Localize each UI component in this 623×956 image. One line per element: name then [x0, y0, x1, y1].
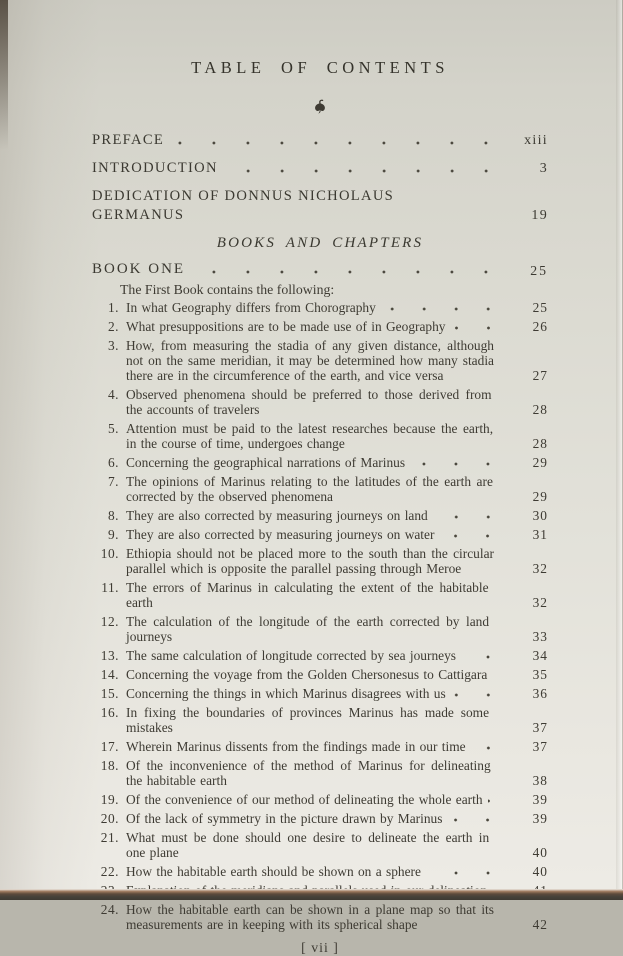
chapter-number: 20.: [100, 811, 119, 826]
chapter-list: [92, 300, 548, 932]
chapter-number: 2.: [107, 319, 119, 334]
chapter-entry: [92, 705, 548, 735]
chapter-entry: [92, 387, 548, 417]
dot-leader: [493, 211, 507, 225]
chapter-entry: [92, 474, 548, 504]
chapter-number: 7.: [107, 474, 119, 489]
chapter-entry: [92, 421, 548, 451]
dot-leader: [494, 723, 507, 735]
dot-leader: [223, 164, 507, 178]
chapter-title: Attention must be paid to the latest researches because the earth, in the course of time, undergoes change: [126, 421, 494, 451]
chapter-entry: [92, 319, 548, 334]
dot-leader: [499, 564, 507, 576]
chapter-entry: [92, 648, 548, 663]
toc-entry-page: 19: [531, 208, 548, 223]
dot-leader: [410, 458, 507, 470]
section-heading: BOOKS AND CHAPTERS: [216, 235, 424, 251]
book-one-page: 25: [530, 263, 548, 278]
chapter-page: 32: [532, 595, 548, 610]
chapter-entry: [92, 614, 548, 644]
chapter-entry: [92, 902, 548, 932]
chapter-number: 18.: [100, 758, 119, 773]
page-title: TABLE OF CONTENTS: [191, 58, 449, 77]
chapter-title: They are also corrected by measuring journeys on land: [126, 508, 428, 523]
chapter-page: 27: [532, 368, 548, 383]
toc-entry-label: DEDICATION OF DONNUS NICHOLAUS GERMANUS: [92, 188, 395, 223]
dot-leader: [494, 848, 507, 860]
chapter-entry: [92, 338, 548, 383]
chapter-number: 22.: [100, 864, 119, 879]
chapter-number: 19.: [100, 792, 119, 807]
chapter-entry: [92, 739, 548, 754]
chapter-number: 14.: [100, 667, 119, 682]
chapter-entry: [92, 830, 548, 860]
chapter-entry: [92, 580, 548, 610]
dot-leader: [451, 689, 507, 701]
chapter-page: 28: [532, 436, 548, 451]
chapter-page: 35: [532, 667, 548, 682]
dot-leader: [499, 371, 507, 383]
chapter-number: 13.: [100, 648, 119, 663]
dot-leader: [439, 530, 507, 542]
chapter-number: 24.: [100, 902, 119, 917]
dot-leader: [498, 439, 507, 451]
page-right-edge: [616, 0, 623, 889]
chapter-number: 21.: [100, 830, 119, 845]
dot-leader: [447, 814, 507, 826]
dot-leader: [426, 867, 507, 879]
dot-leader: [497, 405, 507, 417]
book-one-label: BOOK ONE: [92, 261, 186, 277]
gutter-shadow: [0, 0, 8, 150]
chapter-title: What presuppositions are to be made use of in Geography: [126, 319, 446, 334]
book-subtitle: The First Book contains the following:: [120, 282, 335, 297]
toc-entry: [92, 187, 548, 225]
chapter-entry: [92, 811, 548, 826]
chapter-entry: [92, 455, 548, 470]
folio-page-number: [ vii ]: [301, 940, 339, 955]
chapter-title: Concerning the geographical narrations of Marinus: [126, 455, 406, 470]
chapter-title: Concerning the voyage from the Golden Chersonesus to Cattigara: [126, 667, 488, 682]
chapter-number: 15.: [100, 686, 119, 701]
chapter-number: 11.: [101, 580, 119, 595]
toc-entry-page: 3: [539, 161, 548, 176]
chapter-title: Of the convenience of our method of delineating the whole earth: [126, 792, 483, 807]
chapter-title: Wherein Marinus dissents from the findings made in our time: [126, 739, 466, 754]
chapter-number: 5.: [107, 421, 119, 436]
chapter-title: Concerning the things in which Marinus disagrees with us: [126, 686, 446, 701]
chapter-title: Of the inconvenience of the method of Marinus for delineating the habitable earth: [126, 758, 491, 788]
chapter-page: 33: [532, 629, 548, 644]
chapter-page: 26: [532, 319, 548, 334]
dot-leader: [496, 776, 507, 788]
chapter-page: 40: [532, 845, 548, 860]
chapter-entry: [92, 792, 548, 807]
chapter-number: 6.: [107, 455, 119, 470]
chapter-page: 29: [532, 455, 548, 470]
book-binding-edge: [0, 889, 623, 900]
chapter-number: 9.: [107, 527, 119, 542]
chapter-page: 37: [532, 739, 548, 754]
chapter-page: 29: [532, 489, 548, 504]
toc-entry: [92, 131, 548, 150]
chapter-number: 4.: [107, 387, 119, 402]
chapter-title: The errors of Marinus in calculating the extent of the habitable earth: [126, 580, 489, 610]
chapter-title: Observed phenomena should be preferred to those derived from the accounts of travelers: [126, 387, 492, 417]
chapter-page: 34: [532, 648, 548, 663]
chapter-entry: [92, 300, 548, 315]
dot-leader: [169, 136, 507, 150]
chapter-page: 28: [532, 402, 548, 417]
chapter-entry: [92, 546, 548, 576]
dot-leader: [381, 303, 507, 315]
front-matter-list: [92, 131, 548, 225]
chapter-title: What must be done should one desire to delineate the earth in one plane: [126, 830, 490, 860]
chapter-title: How the habitable earth should be shown on a sphere: [126, 864, 421, 879]
chapter-title: The calculation of the longitude of the earth corrected by land journeys: [126, 614, 490, 644]
chapter-entry: [92, 527, 548, 542]
toc-content: [92, 0, 548, 956]
chapter-title: The same calculation of longitude corrected by sea journeys: [126, 648, 456, 663]
dot-leader: [451, 322, 507, 334]
chapter-number: 16.: [100, 705, 119, 720]
toc-entry-page: xiii: [524, 133, 548, 148]
toc-entry-label: PREFACE: [92, 132, 165, 148]
chapter-entry: [92, 686, 548, 701]
chapter-page: 25: [532, 300, 548, 315]
chapter-number: 17.: [100, 739, 119, 754]
chapter-title: In fixing the boundaries of provinces Marinus has made some mistakes: [126, 705, 490, 735]
chapter-number: 8.: [107, 508, 119, 523]
chapter-page: 39: [532, 792, 548, 807]
chapter-number: 12.: [100, 614, 119, 629]
chapter-title: How the habitable earth can be shown in a plane map so that its measurements are in keeping with its spherical shape: [126, 902, 494, 932]
dot-leader: [190, 265, 507, 279]
chapter-page: 32: [532, 561, 548, 576]
chapter-page: 36: [532, 686, 548, 701]
chapter-title: They are also corrected by measuring journeys on water: [126, 527, 435, 542]
chapter-number: 3.: [107, 338, 119, 353]
chapter-title: Of the lack of symmetry in the picture drawn by Marinus: [126, 811, 443, 826]
chapter-number: 1.: [107, 300, 119, 315]
dot-leader: [433, 511, 507, 523]
dot-leader: [499, 920, 507, 932]
chapter-page: 40: [532, 864, 548, 879]
chapter-title: In what Geography differs from Chorography: [126, 300, 376, 315]
dot-leader: [492, 670, 507, 682]
dot-leader: [488, 795, 507, 807]
chapter-entry: [92, 667, 548, 682]
hedera-ornament-icon: [313, 102, 327, 119]
chapter-number: 10.: [100, 546, 119, 561]
chapter-entry: [92, 508, 548, 523]
chapter-page: 37: [532, 720, 548, 735]
book-one-entry: [92, 260, 548, 279]
chapter-page: 38: [532, 773, 548, 788]
dot-leader: [494, 598, 507, 610]
toc-entry-label: INTRODUCTION: [92, 160, 218, 176]
chapter-title: Ethiopia should not be placed more to the south than the circular parallel which is opposite the parallel passing through Meroe: [126, 546, 494, 576]
toc-entry: [92, 159, 548, 178]
dot-leader: [461, 651, 507, 663]
dot-leader: [498, 492, 507, 504]
ornament-row: [92, 99, 548, 115]
chapter-page: 42: [532, 917, 548, 932]
dot-leader: [494, 632, 507, 644]
chapter-page: 39: [532, 811, 548, 826]
chapter-page: 30: [532, 508, 548, 523]
chapter-title: How, from measuring the stadia of any given distance, although not on the same meridian, it may be determined how many stadia there are in the circumference of the earth, and vice versa: [126, 338, 494, 383]
chapter-entry: [92, 758, 548, 788]
chapter-entry: [92, 864, 548, 879]
dot-leader: [471, 742, 507, 754]
chapter-title: The opinions of Marinus relating to the latitudes of the earth are corrected by the observed phenomena: [126, 474, 493, 504]
chapter-page: 31: [532, 527, 548, 542]
